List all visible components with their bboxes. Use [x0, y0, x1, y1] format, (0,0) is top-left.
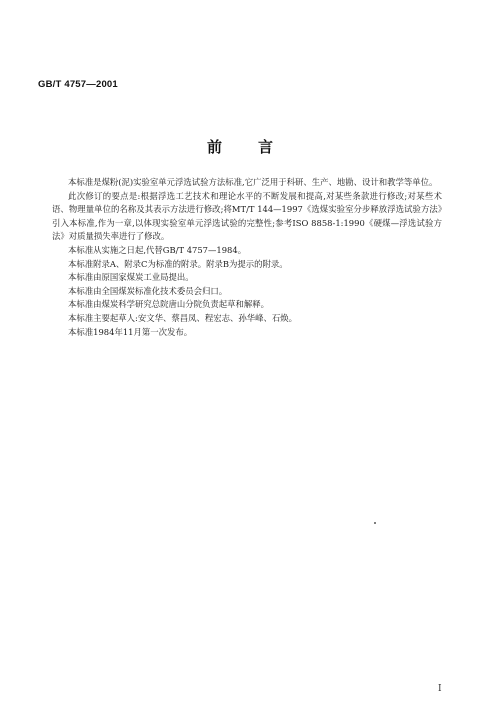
paragraph-appendices: 本标准附录A、附录C为标准的附录。附录B为提示的附录。: [68, 258, 288, 269]
paragraph-proposed-by: 本标准由原国家煤炭工业局提出。: [68, 272, 194, 283]
paragraph-drafters: 本标准主要起草人:安文华、蔡昌凤、程宏志、孙华峰、石焕。: [68, 312, 297, 323]
preface-body: [52, 176, 442, 339]
page-number: I: [438, 684, 442, 694]
paragraph-managed-by: 本标准由全国煤炭标准化技术委员会归口。: [68, 285, 228, 296]
paragraph-scope: 本标准是煤粉(泥)实验室单元浮选试验方法标准,它广泛用于科研、生产、地勘、设计和教学等单位。: [68, 177, 438, 187]
scan-speck: [374, 522, 376, 524]
paragraph-revision-points: 此次修订的要点是:根据浮选工艺技术和理论水平的不断发展和提高,对某些条款进行修改;对某些术语、物理量单位的名称及其表示方法进行修改;将MT/T 144—1997《选煤实验室分步释放浮选试验方法》引入本标准,作为一章,以体现实验室单元浮选试验的完整性;参考ISO 8858-1:1990《硬煤—浮选试验方法》对质量损失率进行了修改。: [52, 190, 442, 242]
page-title: 前言: [206, 138, 309, 156]
paragraph-drafted-by: 本标准由煤炭科学研究总院唐山分院负责起草和解释。: [68, 299, 269, 310]
paragraph-first-published: 本标准1984年11月第一次发布。: [68, 326, 193, 337]
standard-code: GB/T 4757—2001: [38, 79, 118, 90]
paragraph-replacement: 本标准从实施之日起,代替GB/T 4757—1984。: [68, 244, 247, 255]
